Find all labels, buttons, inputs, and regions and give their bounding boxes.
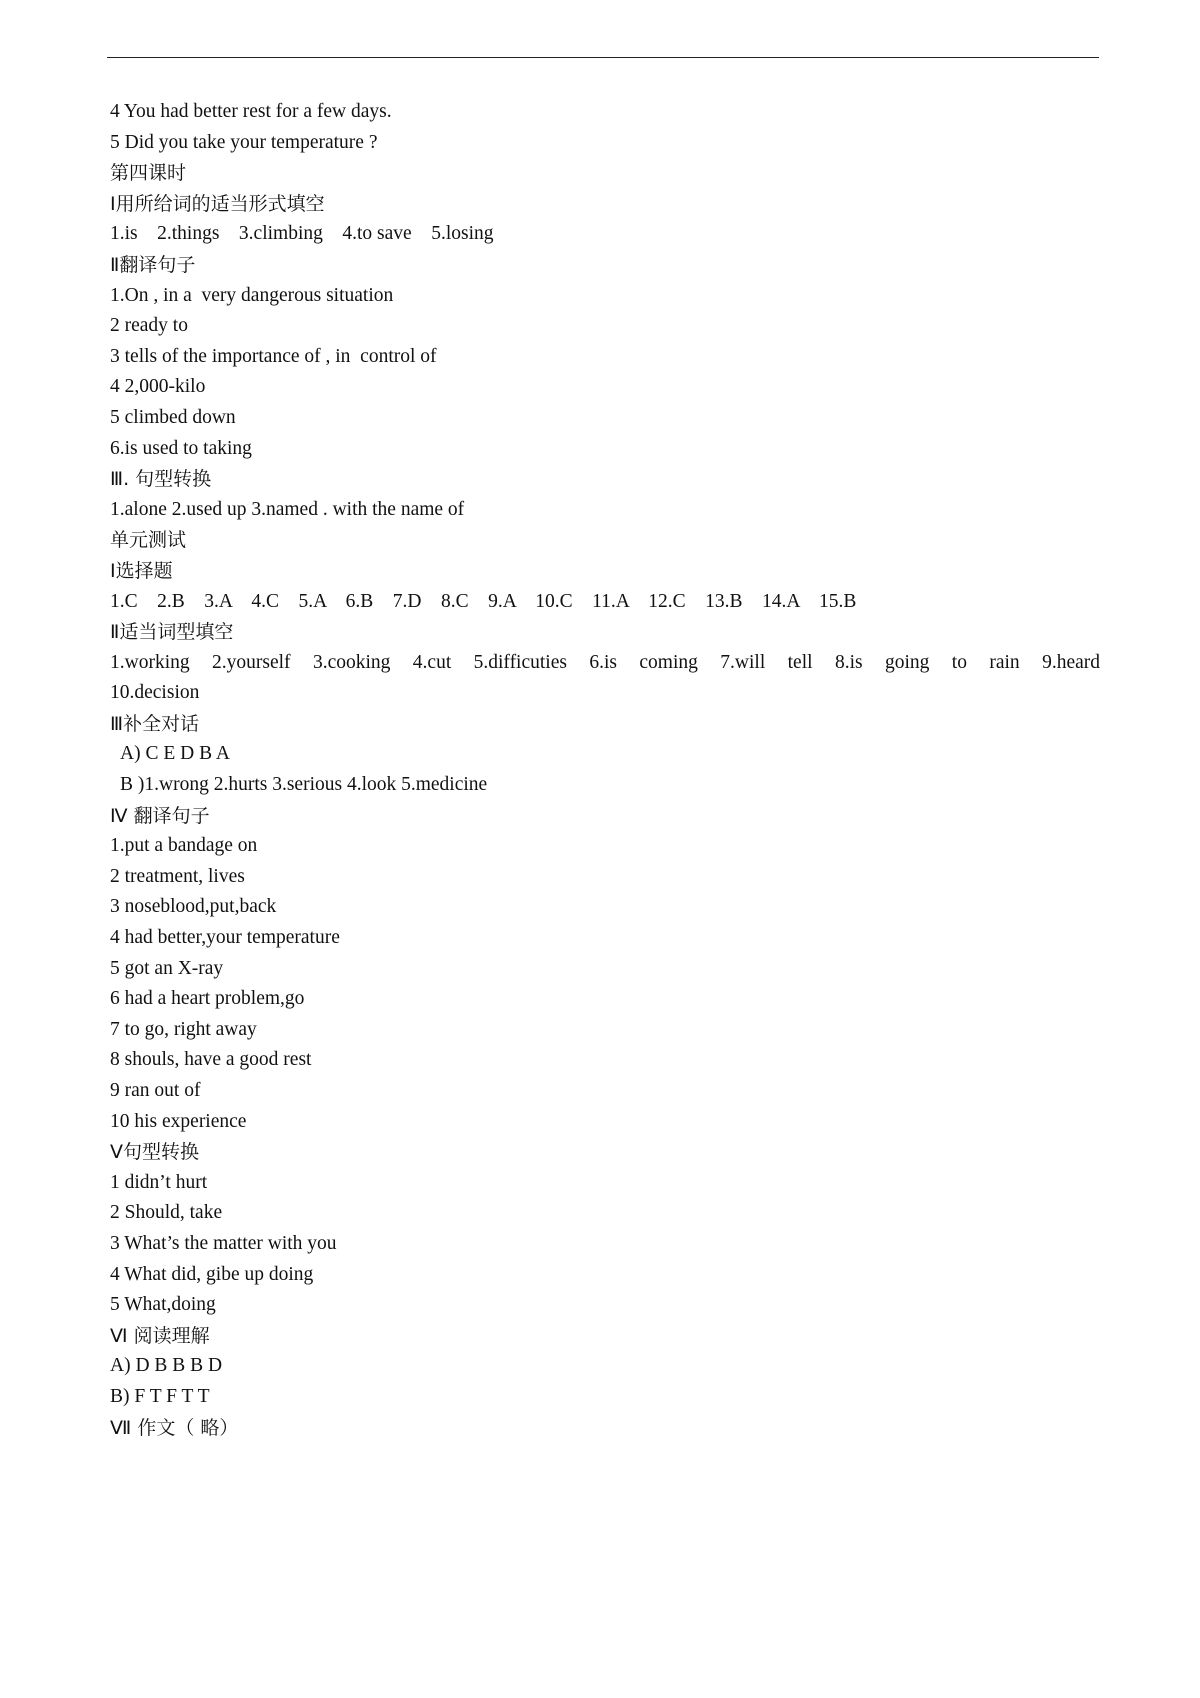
answer-line: 5 Did you take your temperature ? — [110, 131, 378, 153]
answer-line: 2 treatment, lives — [110, 865, 245, 887]
section-heading: Ⅶ 作文（ 略） — [110, 1416, 239, 1439]
answer-line: B )1.wrong 2.hurts 3.serious 4.look 5.medicine — [120, 774, 488, 796]
header-rule — [107, 57, 1099, 58]
answer-line: 10.decision — [110, 682, 200, 704]
section-heading: Ⅰ用所给词的适当形式填空 — [110, 192, 325, 215]
answer-line: 1.is 2.things 3.climbing 4.to save 5.losing — [110, 223, 494, 245]
answer-line: 1 didn’t hurt — [110, 1171, 208, 1193]
answer-line: 3 tells of the importance of , in control of — [110, 345, 437, 367]
section-heading: Ⅰ选择题 — [110, 559, 173, 582]
answer-key-body — [110, 97, 1100, 1443]
answer-line: 4 had better,your temperature — [110, 927, 340, 949]
unit-test-heading: 单元测试 — [110, 529, 187, 552]
answer-line: 7 to go, right away — [110, 1018, 257, 1040]
answer-line: 10 his experience — [110, 1110, 247, 1132]
answer-line: 6 had a heart problem,go — [110, 988, 305, 1010]
answer-line: 2 ready to — [110, 315, 188, 337]
section-heading: Ⅲ补全对话 — [110, 712, 200, 735]
answer-line: 2 Should, take — [110, 1202, 223, 1224]
answer-line: 4 You had better rest for a few days. — [110, 101, 392, 122]
answer-line: 9 ran out of — [110, 1080, 201, 1101]
answer-line: 4 What did, gibe up doing — [110, 1263, 314, 1285]
answer-line: 1.On , in a very dangerous situation — [110, 284, 394, 306]
section-heading: Ⅲ. 句型转换 — [110, 468, 212, 491]
answer-line: 1.working 2.yourself 3.cooking 4.cut 5.difficuties 6.is coming 7.will tell 8.is going to rain 9.heard — [110, 651, 1100, 673]
answer-line: 5 What,doing — [110, 1294, 216, 1316]
section-heading: Ⅱ适当词型填空 — [110, 621, 234, 644]
answer-line: 1.C 2.B 3.A 4.C 5.A 6.B 7.D 8.C 9.A 10.C 11.A 12.C 13.B 14.A 15.B — [110, 590, 857, 612]
answer-line: A) D B B B D — [110, 1355, 223, 1377]
section-heading: Ⅴ句型转换 — [110, 1141, 199, 1164]
lesson-heading: 第四课时 — [110, 162, 187, 185]
answer-line: 5 climbed down — [110, 406, 236, 428]
section-heading: Ⅵ 阅读理解 — [110, 1324, 210, 1347]
answer-line: B) F T F T T — [110, 1385, 210, 1407]
answer-line: 5 got an X-ray — [110, 957, 224, 979]
answer-line: A) C E D B A — [120, 743, 230, 765]
answer-line: 3 What’s the matter with you — [110, 1232, 337, 1254]
answer-line: 1.alone 2.used up 3.named . with the name of — [110, 498, 465, 520]
answer-line: 1.put a bandage on — [110, 835, 258, 857]
section-heading: Ⅱ翻译句子 — [110, 253, 196, 276]
answer-line: 6.is used to taking — [110, 437, 252, 459]
answer-line: 3 noseblood,put,back — [110, 896, 277, 918]
answer-line: 4 2,000-kilo — [110, 376, 206, 398]
section-heading: Ⅳ 翻译句子 — [110, 804, 210, 827]
answer-line: 8 shouls, have a good rest — [110, 1049, 312, 1071]
